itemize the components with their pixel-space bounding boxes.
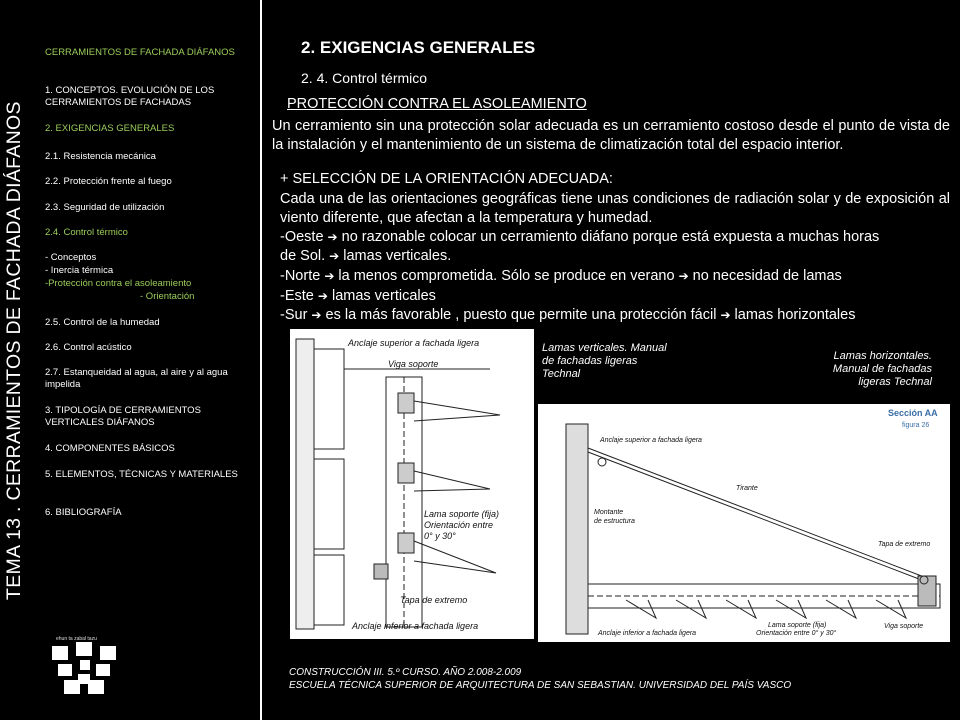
- label-figura: figura 26: [902, 422, 930, 429]
- arrow-icon: ➔: [678, 269, 689, 283]
- figure-vertical-louvres: [290, 329, 534, 639]
- caption-right: Lamas horizontales. Manual de fachadas ligeras Technal: [832, 350, 932, 388]
- label-tapa-extremo: Tapa de extremo: [400, 595, 468, 605]
- arrow-icon: ➔: [317, 289, 328, 303]
- orientation-text: Cada una de las orientaciones geográficas tiene unas condiciones de radiación solar y de exposición al viento diferente, que afectan a la temperatura y humedad.: [280, 191, 950, 226]
- nav-item-resistencia[interactable]: 2.1. Resistencia mecánica: [45, 151, 156, 162]
- bullet-text: -Sur: [280, 307, 312, 323]
- main-content: [262, 0, 960, 720]
- nav-item-fuego[interactable]: 2.2. Protección frente al fuego: [45, 176, 172, 187]
- label-anclaje-inferior: Anclaje inferior a fachada ligera: [598, 630, 697, 637]
- bullet-norte: [280, 268, 842, 284]
- label-seccion: Sección AA: [888, 408, 938, 418]
- intro-paragraph: Un cerramiento sin una protección solar adecuada es un cerramiento costoso desde el punto de vista de la instalación y el mantenimiento de un sistema de climatización total del espacio interior.: [272, 118, 950, 153]
- bullet-text: de Sol.: [280, 248, 330, 264]
- nav-item-componentes[interactable]: 4. COMPONENTES BÁSICOS: [45, 443, 175, 454]
- footer-course: CONSTRUCCIÓN III. 5.º CURSO. AÑO 2.008-2.009: [289, 667, 522, 678]
- nav-item-orientacion[interactable]: - Orientación: [140, 291, 195, 302]
- bullet-text: es la más favorable , puesto que permite una protección fácil: [321, 307, 721, 323]
- caption-left: Lamas verticales. Manual de fachadas ligeras Technal: [542, 342, 667, 380]
- bullet-este: [280, 288, 436, 304]
- label-estructura: de estructura: [594, 518, 635, 525]
- bullet-text: lamas horizontales: [730, 307, 856, 323]
- nav-item-elementos[interactable]: 5. ELEMENTOS, TÉCNICAS Y MATERIALES: [45, 469, 238, 480]
- arrow-icon: ➔: [327, 230, 338, 244]
- label-anclaje-superior: Anclaje superior a fachada ligera: [348, 338, 480, 348]
- nav-item-humedad[interactable]: 2.5. Control de la humedad: [45, 317, 160, 328]
- label-lama-soporte: Lama soporte (fija): [768, 622, 827, 629]
- bullet-text: -Oeste: [280, 229, 328, 245]
- label-tirante: Tirante: [736, 485, 758, 492]
- bullet-text: lamas verticales: [327, 288, 436, 304]
- nav-item-estanqueidad[interactable]: 2.7. Estanqueidad al agua, al aire y al agua impelida: [45, 367, 228, 390]
- label-lama-soporte: Lama soporte (fija): [424, 509, 500, 519]
- bullet-text: no necesidad de lamas: [688, 268, 842, 284]
- label-viga-soporte: Viga soporte: [884, 623, 924, 630]
- label-tapa-extremo: Tapa de extremo: [878, 541, 931, 548]
- nav-item-bibliografia[interactable]: 6. BIBLIOGRAFÍA: [45, 507, 122, 518]
- label-orientacion: Orientación entre: [424, 520, 494, 530]
- nav-item-sub-conceptos[interactable]: - Conceptos: [45, 252, 97, 263]
- nav-item-acustico[interactable]: 2.6. Control acústico: [45, 342, 132, 353]
- nav-item-conceptos[interactable]: 1. CONCEPTOS. EVOLUCIÓN DE LOS CERRAMIENTOS DE FACHADAS: [45, 85, 215, 108]
- label-anclaje-inferior: Anclaje inferior a fachada ligera: [352, 621, 479, 631]
- nav-item-control-termico[interactable]: 2.4. Control térmico: [45, 227, 128, 238]
- arrow-icon: ➔: [311, 308, 322, 322]
- arrow-icon: ➔: [720, 308, 731, 322]
- label-montante: Montante: [594, 509, 624, 516]
- logo-motto: ehun ta zabal tazu: [56, 636, 97, 642]
- arrow-icon: ➔: [329, 249, 340, 263]
- nav-item-seguridad[interactable]: 2.3. Seguridad de utilización: [45, 202, 165, 213]
- nav-item-inercia[interactable]: - Inercia térmica: [45, 265, 114, 276]
- footer: [289, 666, 929, 692]
- arrow-icon: ➔: [324, 269, 335, 283]
- nav-item-asoleamiento[interactable]: -Protección contra el asoleamiento: [45, 278, 192, 289]
- figure-horizontal-louvres: [538, 404, 950, 642]
- bullet-text: -Este: [280, 288, 318, 304]
- bullet-text: no razonable colocar un cerramiento diáfano porque está expuesta a muchas horas: [337, 229, 880, 245]
- nav-item-cerramientos[interactable]: CERRAMIENTOS DE FACHADA DIÁFANOS: [45, 47, 235, 58]
- bullet-text: la menos comprometida. Sólo se produce en verano: [334, 268, 679, 284]
- nav-item-exigencias[interactable]: 2. EXIGENCIAS GENERALES: [45, 123, 175, 134]
- label-viga-soporte: Viga soporte: [388, 359, 439, 369]
- label-anclaje-superior: Anclaje superior a fachada ligera: [600, 437, 702, 444]
- page-subtitle: 2. 4. Control térmico: [301, 70, 428, 86]
- label-angulo: 0° y 30°: [424, 531, 456, 541]
- bullet-text: -Norte: [280, 268, 325, 284]
- section-heading: PROTECCIÓN CONTRA EL ASOLEAMIENTO: [287, 96, 587, 112]
- bullet-sur: [280, 307, 855, 323]
- bullet-text: lamas verticales.: [339, 248, 452, 264]
- label-orientacion: Orientación entre 0° y 30°: [756, 630, 837, 637]
- university-logo: [50, 640, 118, 696]
- vertical-title: TEMA 13 . CERRAMIENTOS DE FACHADA DIÁFANOS: [3, 101, 25, 600]
- orientation-heading: + SELECCIÓN DE LA ORIENTACIÓN ADECUADA:: [280, 171, 613, 187]
- sidebar: [0, 0, 260, 720]
- page-title: 2. EXIGENCIAS GENERALES: [301, 38, 536, 57]
- nav-item-tipologia[interactable]: 3. TIPOLOGÍA DE CERRAMIENTOS VERTICALES DIÁFANOS: [45, 405, 201, 428]
- bullet-oeste: [280, 229, 879, 245]
- footer-school: ESCUELA TÉCNICA SUPERIOR DE ARQUITECTURA DE SAN SEBASTIAN. UNIVERSIDAD DEL PAÍS VASCO: [289, 680, 792, 691]
- bullet-oeste-cont: [280, 248, 451, 264]
